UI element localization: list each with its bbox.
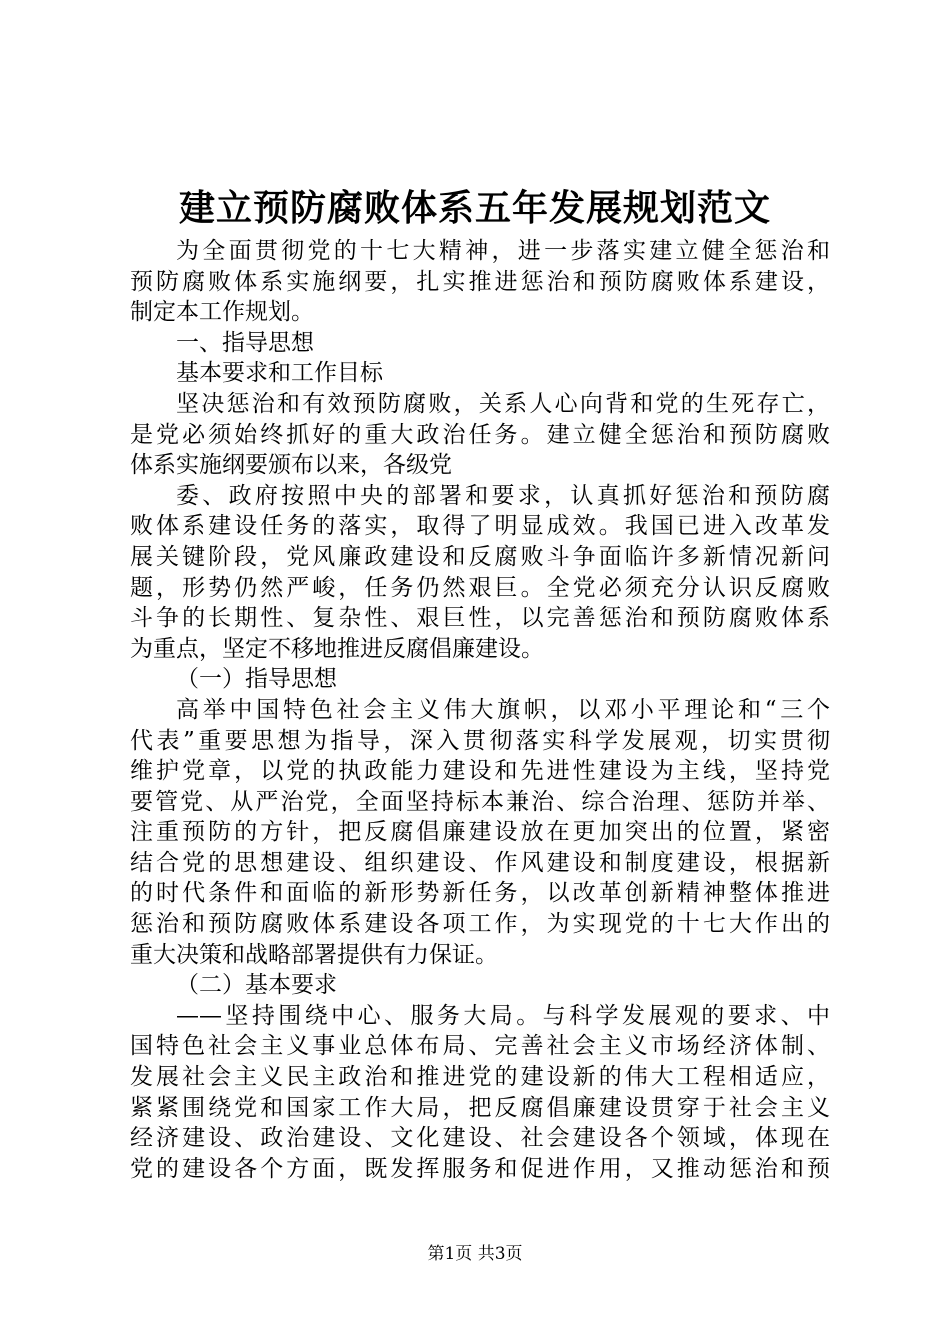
page-footer: 第1页 共3页 — [427, 1244, 523, 1264]
text-line: （一）指导思想 — [176, 666, 337, 693]
text-line: 委、政府按照中央的部署和要求，认真抓好惩治和预防腐 — [176, 482, 830, 509]
text-line: 紧紧围绕党和国家工作大局，把反腐倡廉建设贯穿于社会主义 — [130, 1094, 830, 1121]
text-line: 题，形势仍然严峻，任务仍然艰巨。全党必须充分认识反腐败 — [130, 574, 830, 601]
text-line: 一、指导思想 — [176, 329, 314, 356]
text-line: 基本要求和工作目标 — [176, 360, 383, 387]
text-line: 结合党的思想建设、组织建设、作风建设和制度建设，根据新 — [130, 849, 830, 876]
document-body — [130, 236, 830, 1184]
text-line: 展关键阶段，党风廉政建设和反腐败斗争面临许多新情况新问 — [130, 543, 830, 570]
text-line: 为重点，坚定不移地推进反腐倡廉建设。 — [130, 635, 544, 662]
text-line: 要管党、从严治党，全面坚持标本兼治、综合治理、惩防并举、 — [130, 788, 830, 815]
text-line: 国特色社会主义事业总体布局、完善社会主义市场经济体制、 — [130, 1033, 830, 1060]
text-line: 坚决惩治和有效预防腐败，关系人心向背和党的生死存亡， — [176, 390, 830, 417]
text-line: 败体系建设任务的落实，取得了明显成效。我国已进入改革发 — [130, 513, 830, 540]
text-line: 代表”重要思想为指导，深入贯彻落实科学发展观，切实贯彻 — [130, 727, 830, 754]
text-line: 维护党章，以党的执政能力建设和先进性建设为主线，坚持党 — [130, 758, 830, 785]
text-line: 高举中国特色社会主义伟大旗帜，以邓小平理论和“三个 — [176, 696, 830, 723]
text-line: 斗争的长期性、复杂性、艰巨性，以完善惩治和预防腐败体系 — [130, 605, 830, 632]
text-line: 发展社会主义民主政治和推进党的建设新的伟大工程相适应， — [130, 1064, 830, 1091]
text-line: 经济建设、政治建设、文化建设、社会建设各个领域，体现在 — [130, 1125, 830, 1152]
text-line: ——坚持围绕中心、服务大局。与科学发展观的要求、中 — [176, 1002, 830, 1029]
text-line: 注重预防的方针，把反腐倡廉建设放在更加突出的位置，紧密 — [130, 819, 830, 846]
text-line: 为全面贯彻党的十七大精神，进一步落实建立健全惩治和 — [176, 238, 830, 264]
text-line: 惩治和预防腐败体系建设各项工作，为实现党的十七大作出的 — [130, 911, 830, 938]
text-line: 党的建设各个方面，既发挥服务和促进作用，又推动惩治和预 — [130, 1155, 830, 1182]
text-line: 是党必须始终抓好的重大政治任务。建立健全惩治和预防腐败 — [130, 421, 830, 448]
text-line: 重大决策和战略部署提供有力保证。 — [130, 941, 498, 968]
document-title: 建立预防腐败体系五年发展规划范文 — [178, 187, 771, 229]
text-line: 预防腐败体系实施纲要，扎实推进惩治和预防腐败体系建设， — [130, 268, 830, 295]
text-line: 的时代条件和面临的新形势新任务，以改革创新精神整体推进 — [130, 880, 830, 907]
text-line: 制定本工作规划。 — [130, 299, 314, 326]
text-line: 体系实施纲要颁布以来，各级党 — [130, 452, 452, 479]
text-line: （二）基本要求 — [176, 972, 337, 999]
